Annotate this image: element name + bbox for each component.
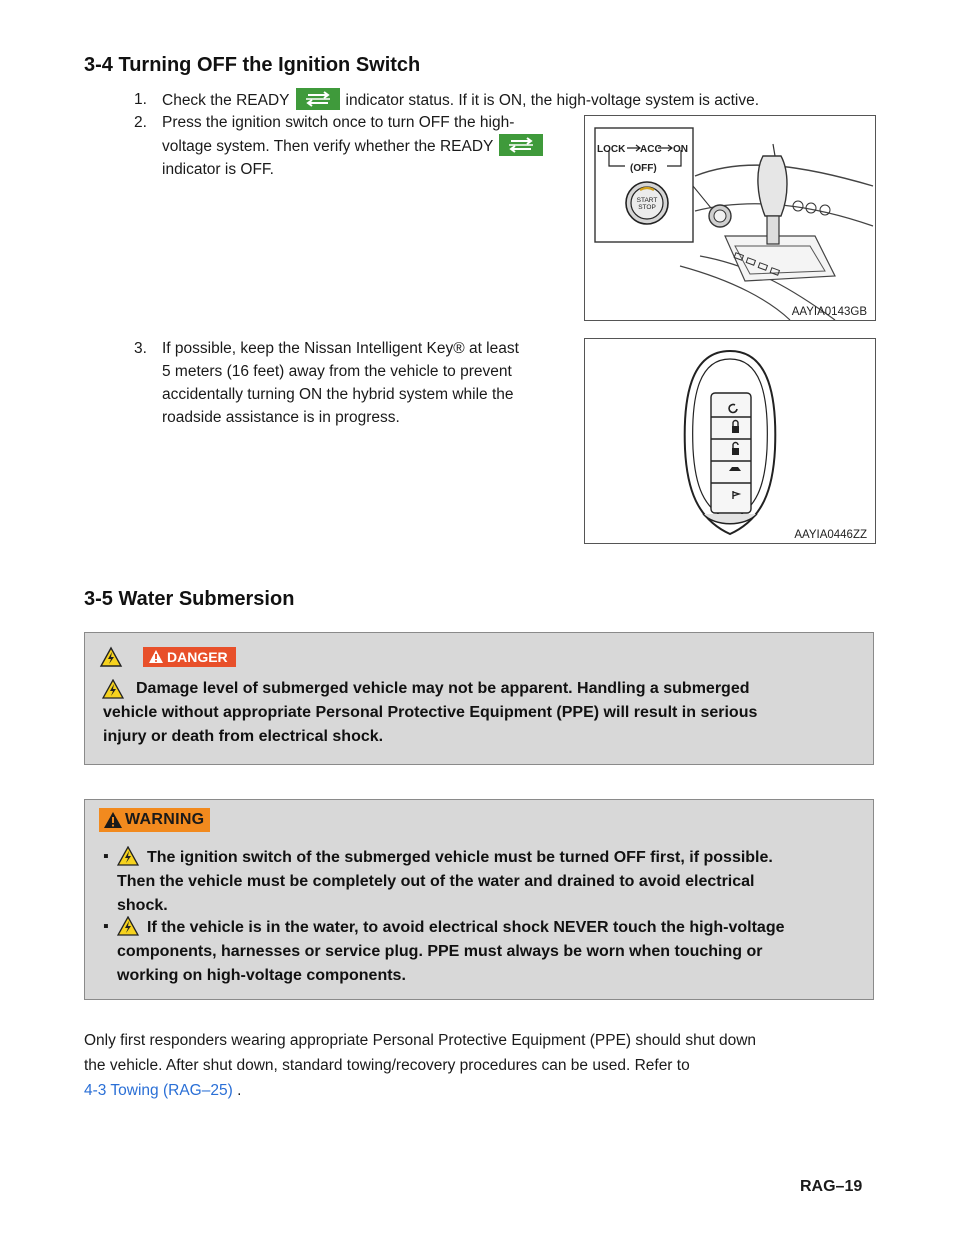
warning-notice: [84, 799, 874, 1000]
high-voltage-warning-icon: [99, 646, 123, 668]
ready-indicator-icon: [499, 134, 543, 156]
intelligent-key-figure: [584, 338, 876, 544]
alert-triangle-icon: [103, 811, 123, 829]
warning-bullet-1: The ignition switch of the submerged vehicle must be turned OFF first, if possible. Then the vehicle must be completely out of the water and drained to avoid electrical shock.: [117, 849, 773, 914]
step-text: Press the ignition switch once to turn OFF the high- voltage system. Then verify whether the READY indicator is OFF.: [162, 111, 572, 181]
lock-label: LOCK: [597, 144, 626, 155]
step-3: [134, 337, 564, 433]
towing-link[interactable]: 4-3 Towing (RAG–25): [84, 1082, 233, 1099]
step-2: [134, 111, 564, 183]
step-number: 2.: [134, 114, 147, 131]
warning-bullet-2: If the vehicle is in the water, to avoid electrical shock NEVER touch the high-voltage components, harnesses or service plug. PPE must always be worn when touching or working on high-voltage components.: [117, 919, 785, 984]
lock-icon: [732, 426, 739, 433]
section-heading-3-5: 3-5 Water Submersion: [84, 588, 295, 610]
bullet-marker: ▪: [103, 848, 109, 865]
off-label: (OFF): [630, 163, 657, 174]
danger-text: Damage level of submerged vehicle may not be apparent. Handling a submerged vehicle without appropriate Personal Protective Equipment (PPE) will result in serious injury or death from electrical shock.: [103, 680, 758, 745]
figure-code: AAYIA0446ZZ: [794, 529, 867, 541]
step-text: Check the READY indicator status. If it is ON, the high-voltage system is active.: [162, 88, 759, 112]
unlock-icon: [732, 448, 739, 455]
start-label: START: [636, 197, 658, 204]
intelligent-key-illustration: [585, 339, 875, 543]
ignition-switch-illustration: [585, 116, 875, 320]
step-number: 3.: [134, 340, 147, 357]
step-number: 1.: [134, 91, 147, 108]
danger-notice: [84, 632, 874, 765]
on-label: ON: [673, 144, 688, 155]
warning-badge: WARNING: [99, 808, 210, 832]
acc-label: ACC: [640, 144, 662, 155]
step-text: If possible, keep the Nissan Intelligent Key® at least 5 meters (16 feet) away from the vehicle to prevent accidentally turning ON the hybrid system while the roadside assistance is in progress.: [162, 340, 519, 426]
bullet-marker: ▪: [103, 918, 109, 935]
alert-triangle-icon: [148, 649, 164, 664]
figure-code: AAYIA0143GB: [791, 306, 867, 318]
ignition-switch-figure: [584, 115, 876, 321]
step-1: [134, 88, 894, 112]
danger-badge: DANGER: [143, 647, 236, 667]
stop-label: STOP: [638, 204, 656, 211]
section-heading-3-4: 3-4 Turning OFF the Ignition Switch: [84, 54, 421, 76]
ready-indicator-icon: [296, 88, 340, 110]
shutdown-paragraph: Only first responders wearing appropriate Personal Protective Equipment (PPE) should shut down the vehicle. After shut down, standard towing/recovery procedures can be used. Refer to 4-3 Towing (RAG–25) .: [84, 1032, 757, 1099]
page-number: RAG–19: [800, 1178, 863, 1195]
